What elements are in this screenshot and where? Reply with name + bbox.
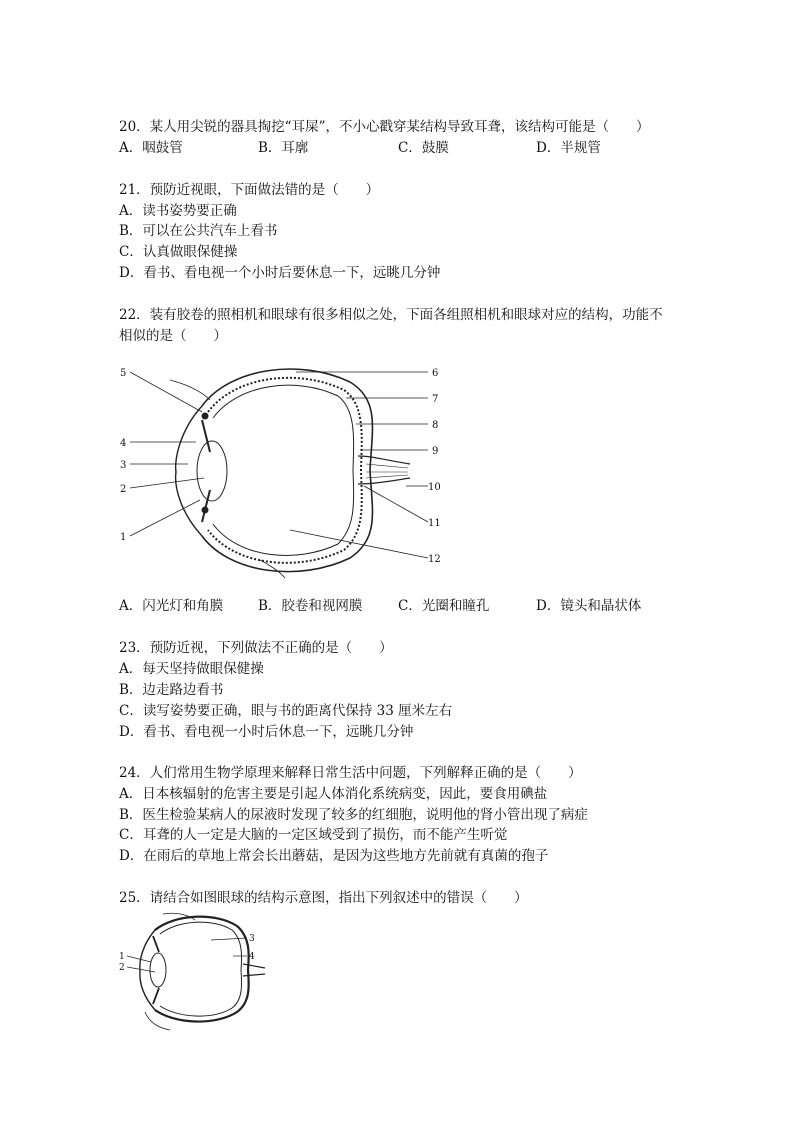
q22-stem-line1: 22．装有胶卷的照相机和眼球有很多相似之处，下面各组照相机和眼球对应的结构，功能不 xyxy=(119,307,663,323)
q20-option-a: A．咽鼓管 xyxy=(119,140,183,156)
q23-option-c: C．读写姿势要正确，眼与书的距离代保持 33 厘米左右 xyxy=(119,703,453,719)
q24-option-a: A．日本核辐射的危害主要是引起人体消化系统病变，因此，要食用碘盐 xyxy=(119,786,548,802)
small-eye-label-2: 2 xyxy=(119,963,125,973)
small-eye-label-4: 4 xyxy=(249,952,255,962)
small-eye-retina xyxy=(160,922,242,1016)
q21-option-d: D．看书、看电视一个小时后要休息一下，远眺几分钟 xyxy=(119,265,441,281)
small-eye-label-1: 1 xyxy=(119,952,125,962)
q25-stem: 25．请结合如图眼球的结构示意图，指出下列叙述中的错误（ ） xyxy=(119,890,528,906)
eye-ciliary-top xyxy=(202,413,208,419)
q24-option-d: D．在雨后的草地上常会长出蘑菇，是因为这些地方先前就有真菌的孢子 xyxy=(119,848,549,864)
q22-option-d: D．镜头和晶状体 xyxy=(536,598,642,614)
eye-ciliary-bottom xyxy=(202,507,208,513)
q20-option-b: B．耳廓 xyxy=(258,140,309,156)
q23-option-a: A．每天坚持做眼保健操 xyxy=(119,661,264,677)
q24-option-c: C．耳聋的人一定是大脑的一定区域受到了损伤，而不能产生听觉 xyxy=(119,827,508,843)
q21-option-c: C．认真做眼保健操 xyxy=(119,244,238,260)
q22-option-b: B．胶卷和视网膜 xyxy=(258,598,363,614)
eye-label-9: 9 xyxy=(432,446,439,457)
small-eye-label-3: 3 xyxy=(249,934,255,944)
q21-option-b: B．可以在公共汽车上看书 xyxy=(119,223,278,239)
q20-option-d: D．半规管 xyxy=(536,140,601,156)
eye-retina xyxy=(213,385,354,555)
q23-stem: 23．预防近视，下列做法不正确的是（ ） xyxy=(119,640,393,656)
q24-stem: 24．人们常用生物学原理来解释日常生活中问题，下列解释正确的是（ ） xyxy=(119,765,582,781)
eye-diagram-large xyxy=(110,360,450,585)
small-eye-optic-nerve xyxy=(243,964,265,976)
eye-label-12: 12 xyxy=(428,554,441,565)
eye-label-1: 1 xyxy=(120,532,127,543)
eye-label-11: 11 xyxy=(428,518,441,529)
eye-lens xyxy=(197,441,227,501)
q20-stem: 20．某人用尖锐的器具掏挖“耳屎”，不小心戳穿某结构导致耳聋，该结构可能是（ ） xyxy=(119,119,650,135)
q21-stem: 21．预防近视眼，下面做法错的是（ ） xyxy=(119,182,380,198)
q23-option-b: B．边走路边看书 xyxy=(119,682,224,698)
q22-option-c: C．光圈和瞳孔 xyxy=(398,598,490,614)
eye-diagram-small xyxy=(115,912,275,1032)
q24-option-b: B．医生检验某病人的尿液时发现了较多的红细胞，说明他的肾小管出现了病症 xyxy=(119,807,588,823)
q23-option-d: D．看书、看电视一小时后休息一下，远眺几分钟 xyxy=(119,724,414,740)
q22-stem-line2: 相似的是（ ） xyxy=(119,328,227,344)
eye-choroid xyxy=(208,378,362,563)
eye-label-6: 6 xyxy=(432,368,439,379)
eye-optic-nerve xyxy=(358,456,410,484)
q22-option-a: A．闪光灯和角膜 xyxy=(119,598,224,614)
eye-cornea xyxy=(176,406,202,536)
eye-label-4: 4 xyxy=(120,438,127,449)
eye-label-10: 10 xyxy=(428,482,441,493)
eye-label-8: 8 xyxy=(432,420,439,431)
eye-label-7: 7 xyxy=(432,394,439,405)
small-eye-lens xyxy=(150,953,166,987)
eye-label-3: 3 xyxy=(120,460,127,471)
q21-option-a: A．读书姿势要正确 xyxy=(119,203,237,219)
eye-label-2: 2 xyxy=(120,484,127,495)
eye-label-5: 5 xyxy=(120,368,127,379)
q20-option-c: C．鼓膜 xyxy=(398,140,449,156)
